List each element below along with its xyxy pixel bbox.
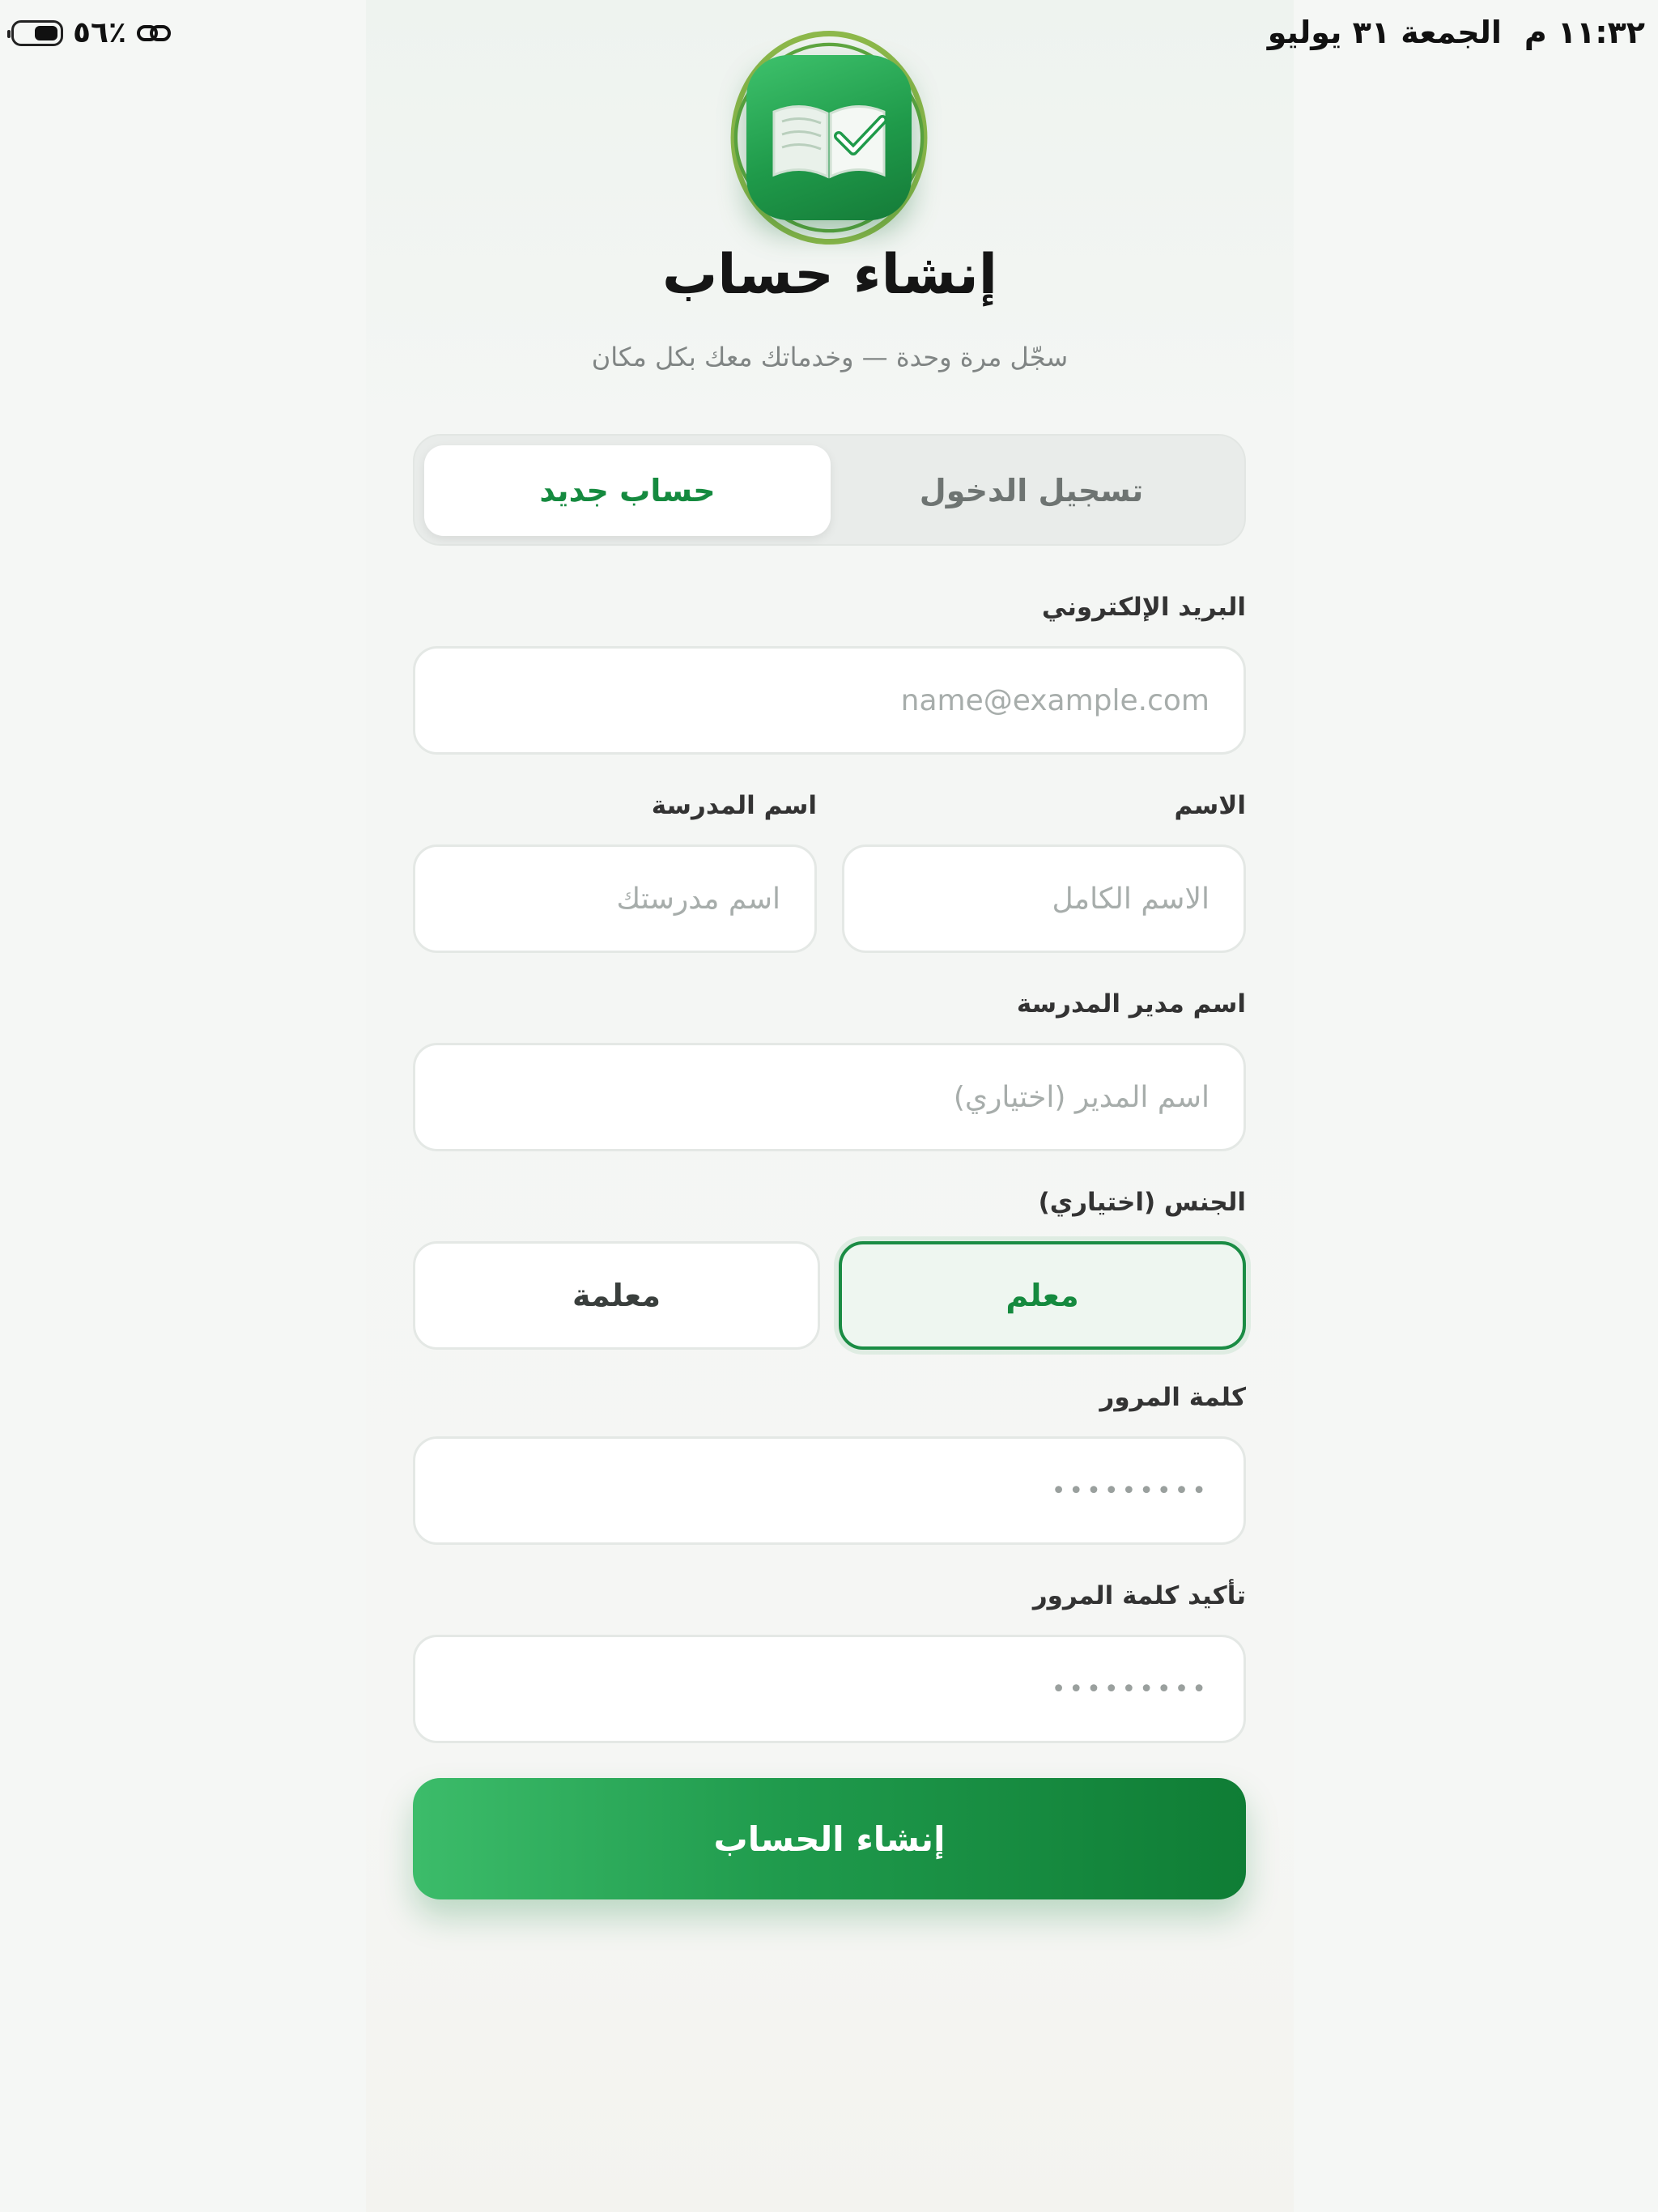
status-time: ١١:٣٢ م: [1524, 15, 1645, 50]
book-check-icon: [746, 55, 912, 220]
status-date: الجمعة ٣١ يوليو: [1267, 15, 1502, 50]
confirm-password-field[interactable]: [413, 1635, 1246, 1743]
link-icon: [136, 21, 172, 45]
tab-login[interactable]: تسجيل الدخول: [919, 473, 1144, 508]
name-placeholder: الاسم الكامل: [1052, 882, 1209, 916]
password-field[interactable]: [413, 1436, 1246, 1545]
battery-level: [35, 26, 57, 40]
gender-male-button[interactable]: معلم: [839, 1241, 1246, 1350]
school-label: اسم المدرسة: [651, 791, 817, 820]
principal-label: اسم مدير المدرسة: [1016, 989, 1246, 1019]
email-label: البريد الإلكتروني: [1041, 593, 1246, 622]
school-placeholder: اسم مدرستك: [616, 882, 780, 916]
gender-label: الجنس (اختياري): [1038, 1188, 1246, 1217]
status-datetime: [1268, 15, 1645, 50]
name-label: الاسم: [1174, 791, 1246, 820]
create-account-button[interactable]: إنشاء الحساب: [413, 1778, 1246, 1899]
status-indicators: [11, 16, 172, 49]
confirm-password-label: تأكيد كلمة المرور: [1032, 1581, 1246, 1610]
principal-placeholder: اسم المدير (اختياري): [953, 1080, 1209, 1114]
tab-register[interactable]: حساب جديد: [424, 445, 831, 536]
auth-tabs: [413, 434, 1246, 546]
app-logo: [716, 24, 942, 251]
email-placeholder: name@example.com: [900, 683, 1209, 717]
password-placeholder: •••••••••: [1051, 1476, 1209, 1505]
battery-percentage: ٥٦٪: [73, 16, 126, 49]
page-subtitle: سجّل مرة وحدة — وخدماتك معك بكل مكان: [591, 342, 1069, 372]
gender-female-button[interactable]: معلمة: [413, 1241, 820, 1350]
password-label: كلمة المرور: [1099, 1383, 1246, 1412]
confirm-password-placeholder: •••••••••: [1051, 1674, 1209, 1704]
name-field[interactable]: [842, 844, 1246, 953]
battery-icon: [11, 20, 63, 46]
principal-field[interactable]: [413, 1043, 1246, 1151]
school-field[interactable]: [413, 844, 817, 953]
page-title: إنشاء حساب: [661, 243, 998, 307]
email-field[interactable]: [413, 646, 1246, 755]
